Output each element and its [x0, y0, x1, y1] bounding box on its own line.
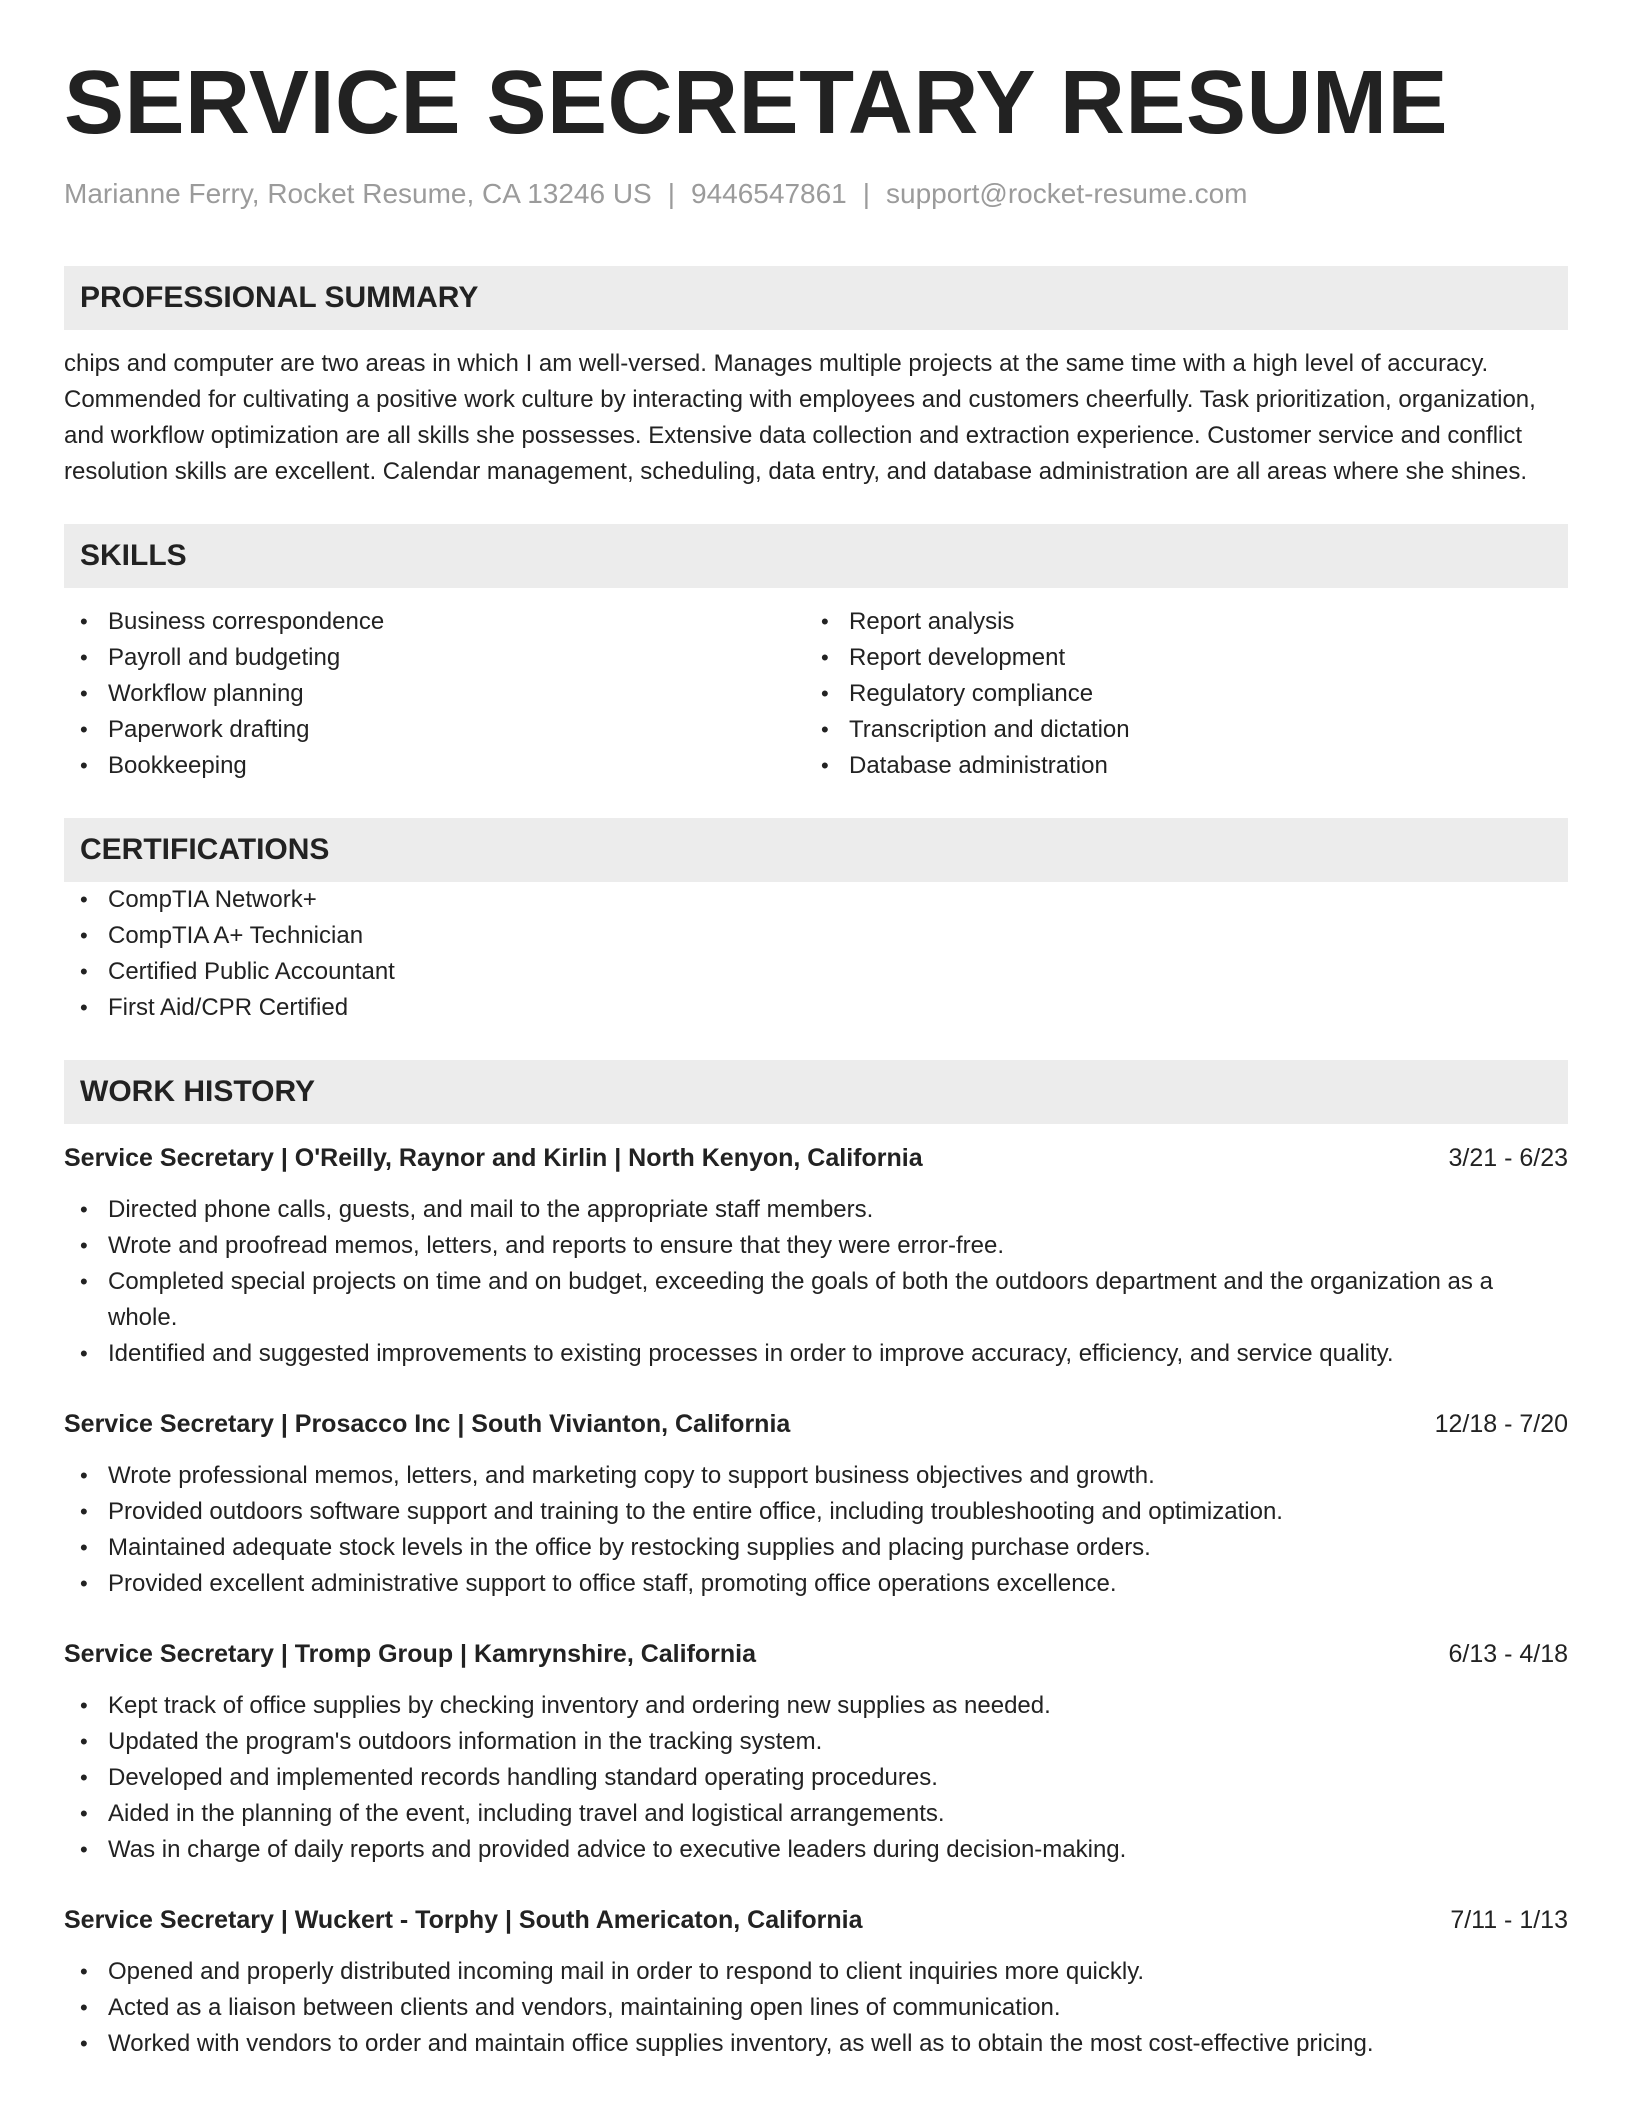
job-header: [64, 1902, 1568, 1938]
bullet-icon: •: [80, 995, 88, 1020]
job-title: Service Secretary | Tromp Group | Kamrynshire, California: [64, 1640, 757, 1668]
contact-separator: |: [862, 178, 871, 209]
job-bullets: [64, 1458, 1568, 1602]
job-bullet: • Developed and implemented records handling standard operating procedures.: [64, 1760, 1568, 1796]
bullet-icon: •: [80, 1995, 88, 2020]
job-bullet: • Maintained adequate stock levels in the office by restocking supplies and placing purchase orders.: [64, 1530, 1568, 1566]
job-dates: 7/11 - 1/13: [1450, 1906, 1568, 1934]
bullet-icon: •: [80, 887, 88, 912]
job-header: [64, 1636, 1568, 1672]
bullet-icon: •: [80, 609, 88, 634]
bullet-icon: •: [80, 1837, 88, 1862]
bullet-icon: •: [80, 1801, 88, 1826]
job-title: Service Secretary | Prosacco Inc | South Vivianton, California: [64, 1410, 791, 1438]
job-bullet: • Wrote and proofread memos, letters, and reports to ensure that they were error-free.: [64, 1228, 1568, 1264]
certification-item: • First Aid/CPR Certified: [64, 990, 1568, 1026]
certifications-heading: CERTIFICATIONS: [64, 818, 1568, 882]
job-header: [64, 1406, 1568, 1442]
contact-address: Marianne Ferry, Rocket Resume, CA 13246 US: [64, 178, 652, 209]
certification-item: • Certified Public Accountant: [64, 954, 1568, 990]
job-bullet: • Directed phone calls, guests, and mail to the appropriate staff members.: [64, 1192, 1568, 1228]
job-entry: [64, 1406, 1568, 1602]
resume-title: SERVICE SECRETARY RESUME: [64, 53, 1448, 153]
job-header: [64, 1140, 1568, 1176]
bullet-icon: •: [80, 645, 88, 670]
bullet-icon: •: [80, 1729, 88, 1754]
bullet-icon: •: [80, 1463, 88, 1488]
job-bullets: [64, 1954, 1568, 2062]
job-bullet: • Aided in the planning of the event, including travel and logistical arrangements.: [64, 1796, 1568, 1832]
skills-left-column: [64, 604, 805, 784]
summary-text: chips and computer are two areas in which I am well-versed. Manages multiple projects at the same time with a high level of accuracy. Commended for cultivating a positive work culture by interacting with employees and customers cheerfully. Task prioritization, organization, and workflow optimization are all skills she possesses. Extensive data collection and extraction experience. Customer service and conflict resolution skills are excellent. Calendar management, scheduling, data entry, and database administration are all areas where she shines.: [64, 350, 1536, 485]
job-title: Service Secretary | Wuckert - Torphy | South Americaton, California: [64, 1906, 863, 1934]
skills-grid: [64, 604, 1568, 784]
bullet-icon: •: [80, 753, 88, 778]
bullet-icon: •: [80, 2031, 88, 2056]
bullet-icon: •: [80, 1269, 88, 1294]
skill-item: • Regulatory compliance: [805, 676, 1546, 712]
job-bullet: • Updated the program's outdoors information in the tracking system.: [64, 1724, 1568, 1760]
skill-item: • Payroll and budgeting: [64, 640, 805, 676]
bullet-icon: •: [821, 753, 829, 778]
skill-item: • Business correspondence: [64, 604, 805, 640]
bullet-icon: •: [821, 645, 829, 670]
work-history-heading: WORK HISTORY: [64, 1060, 1568, 1124]
job-bullets: [64, 1688, 1568, 1868]
bullet-icon: •: [80, 923, 88, 948]
job-entry: [64, 1902, 1568, 2062]
skill-item: • Bookkeeping: [64, 748, 805, 784]
summary-heading: PROFESSIONAL SUMMARY: [64, 266, 1568, 330]
skill-item: • Transcription and dictation: [805, 712, 1546, 748]
skills-right-column: [805, 604, 1546, 784]
bullet-icon: •: [80, 1571, 88, 1596]
bullet-icon: •: [821, 717, 829, 742]
contact-phone: 9446547861: [691, 178, 847, 209]
job-title: Service Secretary | O'Reilly, Raynor and Kirlin | North Kenyon, California: [64, 1144, 923, 1172]
job-bullet: • Worked with vendors to order and maintain office supplies inventory, as well as to obtain the most cost-effective pricing.: [64, 2026, 1568, 2062]
job-bullet: • Opened and properly distributed incoming mail in order to respond to client inquiries more quickly.: [64, 1954, 1568, 1990]
job-bullet: • Wrote professional memos, letters, and marketing copy to support business objectives and growth.: [64, 1458, 1568, 1494]
bullet-icon: •: [80, 717, 88, 742]
job-dates: 3/21 - 6/23: [1448, 1144, 1568, 1172]
job-bullet: • Identified and suggested improvements to existing processes in order to improve accuracy, efficiency, and service quality.: [64, 1336, 1568, 1372]
job-bullet: • Kept track of office supplies by checking inventory and ordering new supplies as needed.: [64, 1688, 1568, 1724]
job-bullet: • Provided excellent administrative support to office staff, promoting office operations excellence.: [64, 1566, 1568, 1602]
job-entry: [64, 1140, 1568, 1372]
skill-item: • Report analysis: [805, 604, 1546, 640]
bullet-icon: •: [80, 681, 88, 706]
bullet-icon: •: [80, 1499, 88, 1524]
contact-email: support@rocket-resume.com: [886, 178, 1248, 209]
certifications-list: [64, 882, 1568, 1026]
skill-item: • Report development: [805, 640, 1546, 676]
job-dates: 6/13 - 4/18: [1448, 1640, 1568, 1668]
job-dates: 12/18 - 7/20: [1434, 1410, 1568, 1438]
skill-item: • Database administration: [805, 748, 1546, 784]
bullet-icon: •: [821, 609, 829, 634]
job-bullet: • Was in charge of daily reports and provided advice to executive leaders during decision-making.: [64, 1832, 1568, 1868]
job-bullets: [64, 1192, 1568, 1372]
bullet-icon: •: [80, 1959, 88, 1984]
bullet-icon: •: [80, 1197, 88, 1222]
job-entry: [64, 1636, 1568, 1868]
bullet-icon: •: [821, 681, 829, 706]
contact-separator: |: [667, 178, 676, 209]
bullet-icon: •: [80, 1233, 88, 1258]
bullet-icon: •: [80, 959, 88, 984]
job-bullet: • Provided outdoors software support and training to the entire office, including troubleshooting and optimization.: [64, 1494, 1568, 1530]
skills-heading: SKILLS: [64, 524, 1568, 588]
contact-line: [64, 174, 1568, 214]
job-bullet: • Acted as a liaison between clients and vendors, maintaining open lines of communication.: [64, 1990, 1568, 2026]
bullet-icon: •: [80, 1765, 88, 1790]
certification-item: • CompTIA Network+: [64, 882, 1568, 918]
skill-item: • Paperwork drafting: [64, 712, 805, 748]
job-bullet: • Completed special projects on time and on budget, exceeding the goals of both the outdoors department and the organization as a whole.: [64, 1264, 1568, 1336]
skill-item: • Workflow planning: [64, 676, 805, 712]
bullet-icon: •: [80, 1341, 88, 1366]
bullet-icon: •: [80, 1535, 88, 1560]
bullet-icon: •: [80, 1693, 88, 1718]
certification-item: • CompTIA A+ Technician: [64, 918, 1568, 954]
